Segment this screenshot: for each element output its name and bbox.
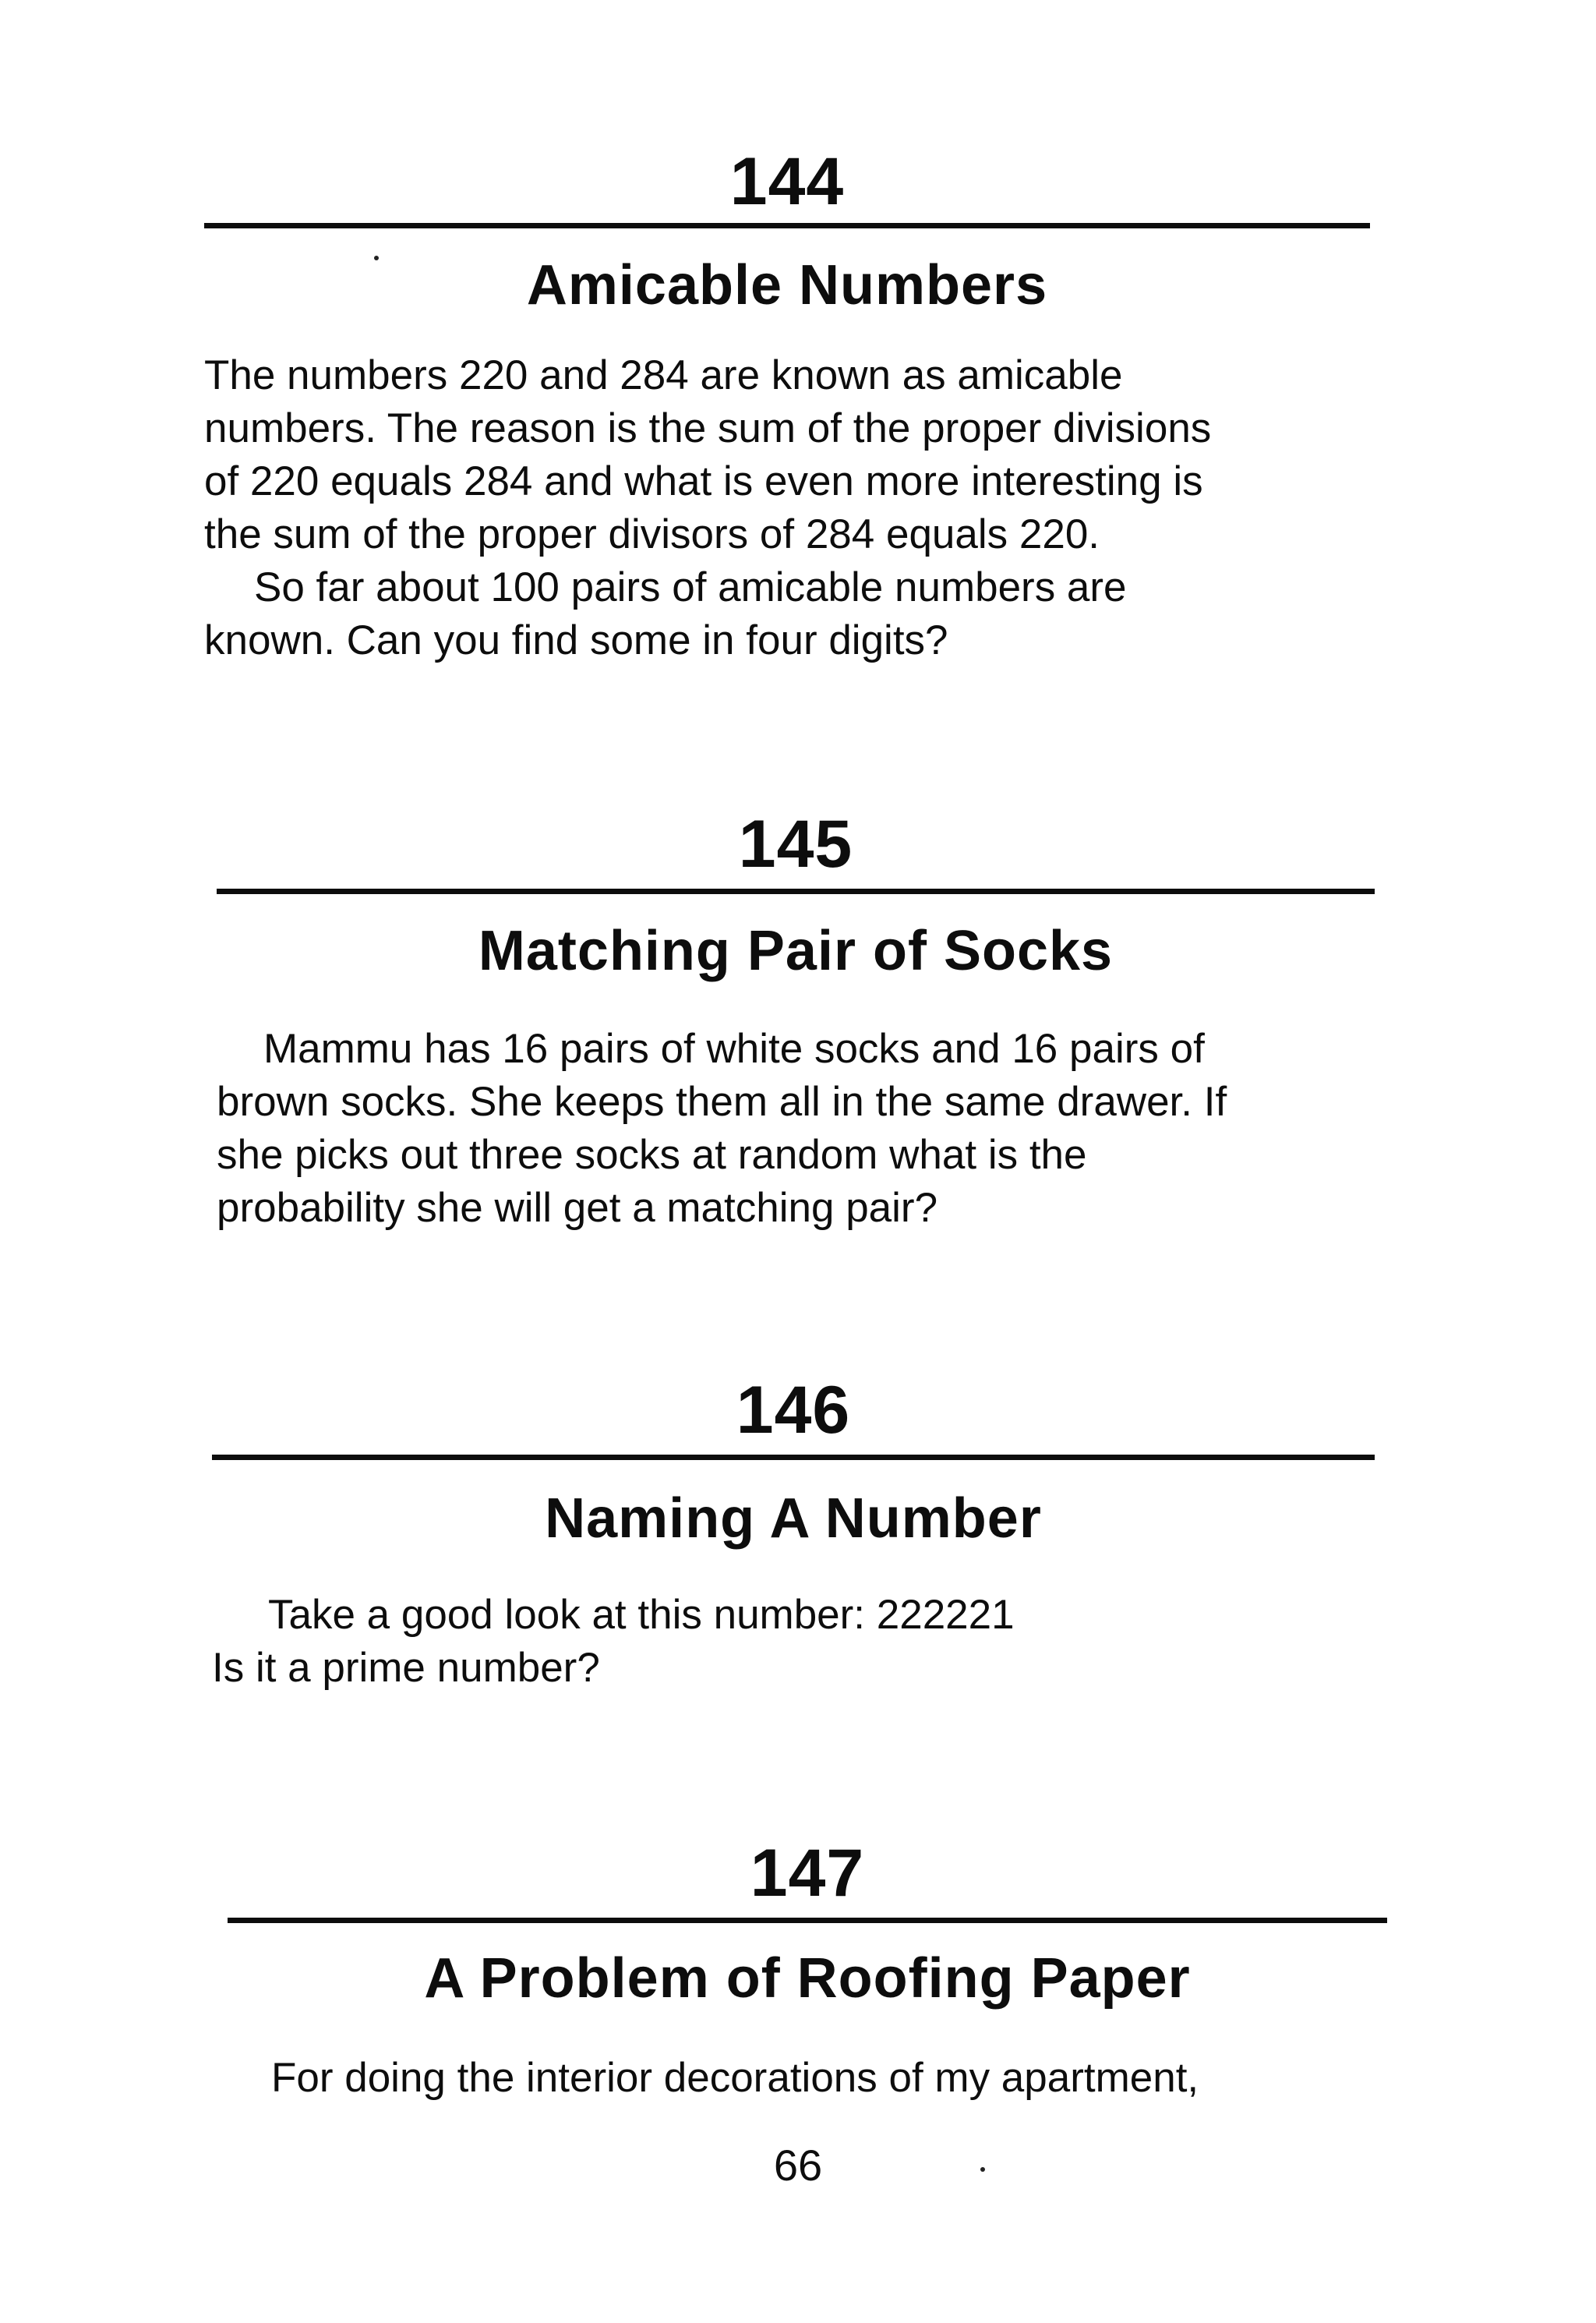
puzzle-title: A Problem of Roofing Paper [424, 1947, 1191, 2010]
text-line: Is it a prime number? [212, 1645, 600, 1691]
puzzle-146 [212, 1373, 1375, 1720]
text-line: probability she will get a matching pair? [217, 1185, 938, 1231]
section-divider [228, 1918, 1387, 1923]
text-line: Mammu has 16 pairs of white socks and 16 pairs of [263, 1026, 1205, 1072]
text-line: of 220 equals 284 and what is even more interesting is [204, 458, 1203, 504]
puzzle-text [204, 349, 1370, 667]
scan-speck [980, 2167, 985, 2172]
puzzle-145 [217, 807, 1375, 1263]
page-number: 66 [773, 2141, 823, 2190]
text-line: she picks out three socks at random what is the [217, 1132, 1087, 1178]
text-line: For doing the interior decorations of my apartment, [271, 2055, 1199, 2101]
puzzle-text [217, 1023, 1375, 1235]
puzzle-text [212, 1589, 1375, 1695]
text-line: Take a good look at this number: 222221 [268, 1592, 1015, 1638]
puzzle-title: Matching Pair of Socks [478, 920, 1114, 982]
puzzle-text [228, 2052, 1387, 2105]
puzzle-147 [228, 1836, 1387, 2136]
section-divider [204, 223, 1370, 228]
section-divider [217, 889, 1375, 894]
puzzle-144 [204, 144, 1370, 709]
text-line: The numbers 220 and 284 are known as amicable [204, 352, 1123, 398]
puzzle-number: 146 [736, 1373, 851, 1448]
text-line: So far about 100 pairs of amicable numbers are [254, 564, 1127, 610]
text-line: the sum of the proper divisors of 284 equals 220. [204, 511, 1100, 557]
text-line: brown socks. She keeps them all in the same drawer. If [217, 1079, 1227, 1125]
scan-speck [374, 256, 379, 260]
puzzle-number: 145 [738, 807, 853, 882]
puzzle-title: Naming A Number [545, 1487, 1042, 1550]
puzzle-title: Amicable Numbers [526, 254, 1048, 316]
text-line: known. Can you find some in four digits? [204, 617, 948, 663]
text-line: numbers. The reason is the sum of the proper divisions [204, 405, 1212, 451]
puzzle-number: 147 [750, 1836, 865, 1911]
puzzle-number: 144 [729, 144, 845, 219]
section-divider [212, 1455, 1375, 1460]
